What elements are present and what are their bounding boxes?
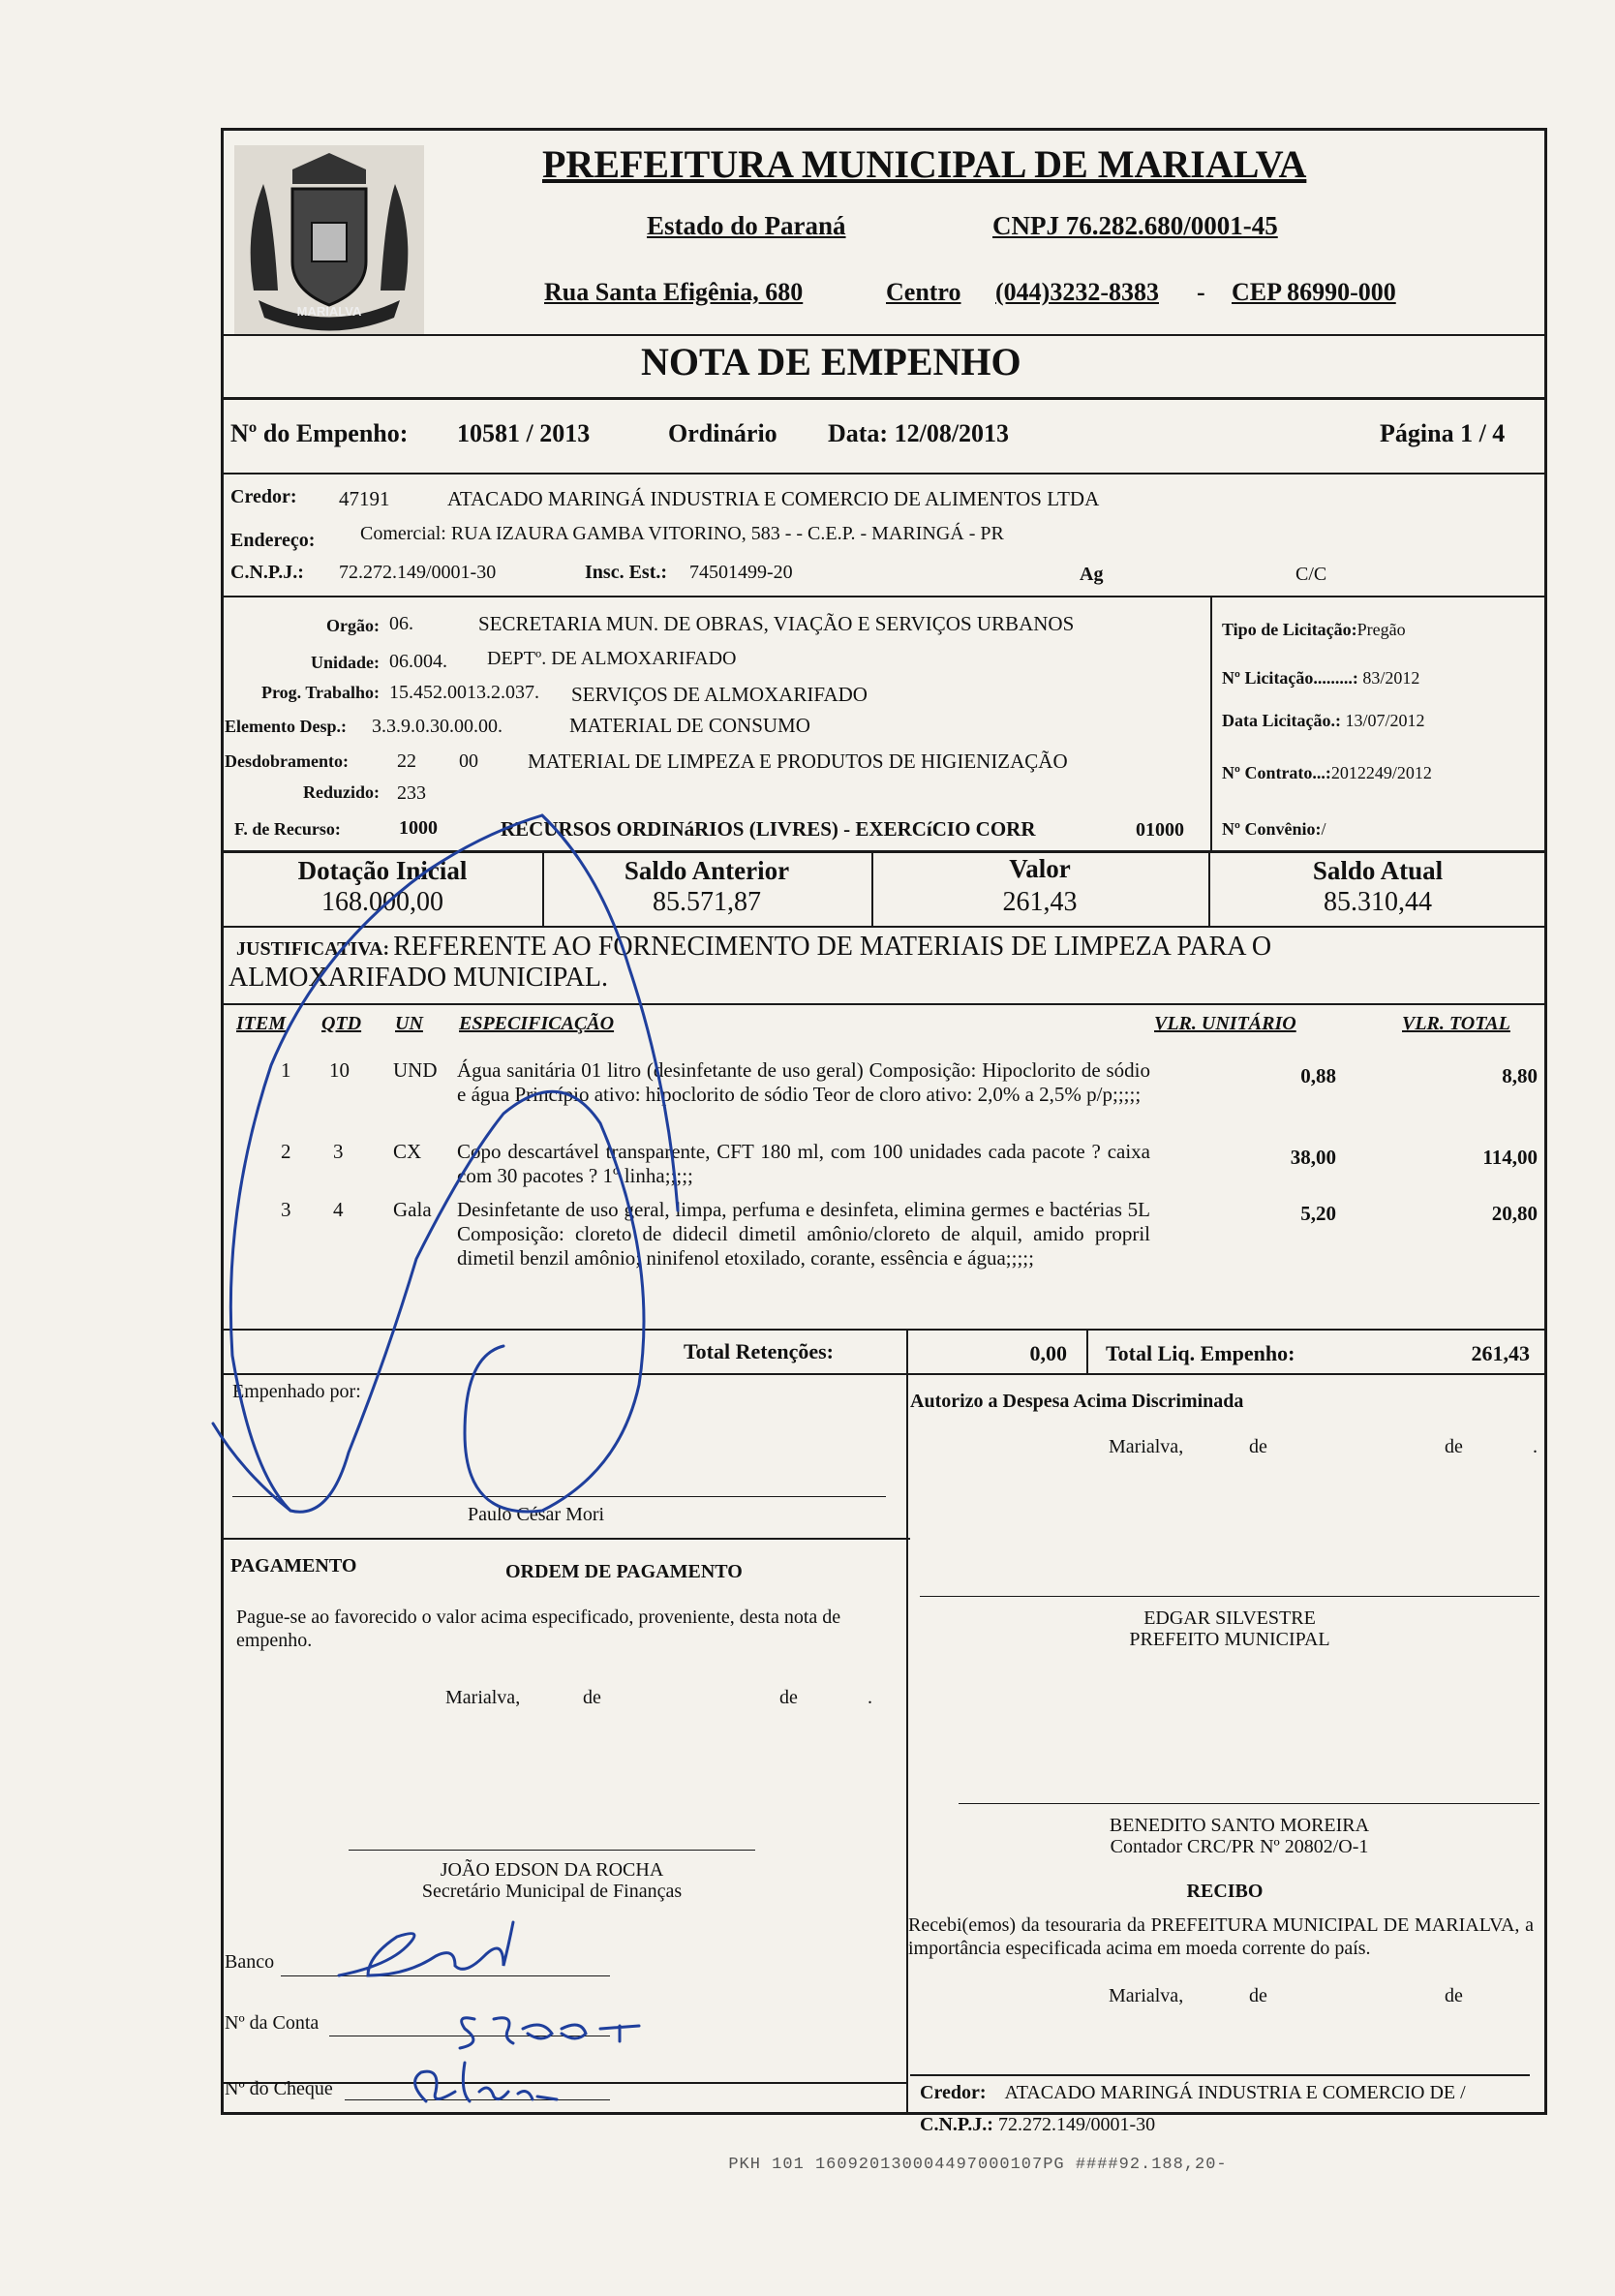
credor-insc: 74501499-20 <box>689 562 793 583</box>
unidade-code: 06.004. <box>389 651 447 672</box>
saldo-anterior-label: Saldo Anterior <box>624 856 790 885</box>
item-total: 114,00 <box>1482 1146 1538 1169</box>
item-unit: CX <box>393 1140 422 1163</box>
item-number: 2 <box>281 1140 291 1163</box>
footer-cnpj-label: C.N.P.J.: <box>920 2114 993 2135</box>
rule <box>1210 597 1212 850</box>
valor-label: Valor <box>1009 854 1071 883</box>
pagamento-label: PAGAMENTO <box>230 1555 357 1577</box>
conta-corrente-label: C/C <box>1295 564 1327 585</box>
reduzido-value: 233 <box>397 782 426 804</box>
desdobramento-code1: 22 <box>397 750 416 772</box>
empenhado-name: Paulo César Mori <box>468 1504 605 1525</box>
secretario-role: Secretário Municipal de Finanças <box>421 1881 683 1902</box>
empenho-label: Nº do Empenho: <box>230 419 409 447</box>
autorizo-city: Marialva, <box>1109 1436 1184 1457</box>
item-spec: Copo descartável transparente, CFT 180 ml, com 100 unidades cada pacote ? caixa com 30 pacotes ? 1º linha;;;;; <box>457 1140 1150 1187</box>
prog-label: Prog. Trabalho: <box>260 683 380 702</box>
col-un: UN <box>395 1013 423 1034</box>
signature-line <box>349 1850 755 1851</box>
prefeito-role: PREFEITO MUNICIPAL <box>1129 1629 1330 1650</box>
credor-label: Credor: <box>230 486 297 507</box>
item-unit-price: 5,20 <box>1300 1202 1336 1225</box>
desdobramento-name: MATERIAL DE LIMPEZA E PRODUTOS DE HIGIENIZAÇÃO <box>528 750 1068 773</box>
liquido-label: Total Liq. Empenho: <box>1106 1341 1295 1365</box>
footer-cnpj-value: 72.272.149/0001-30 <box>997 2114 1156 2135</box>
convenio-value: / <box>1321 819 1326 839</box>
insc-label: Insc. Est.: <box>585 562 668 583</box>
retencoes-value: 0,00 <box>1029 1341 1067 1365</box>
contador-name: BENEDITO SANTO MOREIRA <box>1109 1815 1370 1836</box>
header-district: Centro <box>886 278 961 306</box>
address-label: Endereço: <box>230 530 316 551</box>
cheque-line <box>345 2099 610 2100</box>
item-total: 20,80 <box>1491 1202 1538 1225</box>
autorizo-de2: de <box>1445 1436 1463 1457</box>
empenhado-label: Empenhado por: <box>232 1381 361 1402</box>
prog-name: SERVIÇOS DE ALMOXARIFADO <box>571 683 868 706</box>
ordem-pagamento-label: ORDEM DE PAGAMENTO <box>505 1561 743 1582</box>
rule <box>223 1373 1545 1375</box>
footer-credor-label: Credor: <box>920 2082 987 2103</box>
licitacao-date-value: 13/07/2012 <box>1345 711 1425 730</box>
item-total: 8,80 <box>1502 1064 1538 1087</box>
rule <box>223 1538 910 1540</box>
convenio-label: Nº Convênio: <box>1222 819 1322 839</box>
justificativa-label: JUSTIFICATIVA: <box>236 938 390 960</box>
elemento-code: 3.3.9.0.30.00.00. <box>372 716 503 737</box>
credor-name: ATACADO MARINGÁ INDUSTRIA E COMERCIO DE ALIMENTOS LTDA <box>447 487 1100 510</box>
rule <box>223 1003 1545 1005</box>
signature-line <box>959 1803 1539 1804</box>
col-spec: ESPECIFICAÇÃO <box>459 1013 615 1034</box>
autorizo-label: Autorizo a Despesa Acima Discriminada <box>910 1391 1244 1412</box>
recibo-de1: de <box>1249 1985 1267 2006</box>
desdobramento-label: Desdobramento: <box>225 751 349 771</box>
contrato-label: Nº Contrato...: <box>1222 763 1331 782</box>
item-unit-price: 0,88 <box>1300 1064 1336 1087</box>
col-qtd: QTD <box>321 1013 362 1034</box>
saldo-atual-value: 85.310,44 <box>1324 887 1432 917</box>
header-street: Rua Santa Efigênia, 680 <box>544 278 804 306</box>
rule <box>223 926 1545 928</box>
orgao-code: 06. <box>389 613 413 634</box>
credor-address: Comercial: RUA IZAURA GAMBA VITORINO, 583 - - C.E.P. - MARINGÁ - PR <box>360 523 1004 544</box>
cheque-label: Nº do Cheque <box>225 2078 333 2099</box>
liquido-value: 261,43 <box>1471 1341 1530 1365</box>
header-cep: CEP 86990-000 <box>1232 278 1396 306</box>
footer-credor-name: ATACADO MARINGÁ INDUSTRIA E COMERCIO DE / <box>1004 2082 1466 2103</box>
recibo-text: Recebi(emos) da tesouraria da PREFEITURA MUNICIPAL DE MARIALVA, a importância especificada acima em moeda corrente do país. <box>908 1914 1534 1959</box>
fonte-number: 01000 <box>1136 819 1184 841</box>
rule <box>223 850 1545 853</box>
autorizo-dot: . <box>1533 1436 1538 1457</box>
item-spec: Desinfetante de uso geral, limpa, perfuma e desinfeta, elimina germes e bactérias 5L Composição: cloreto de didecil dimetil amônio/cloreto de alquil, amido propril dimetil benzil amônio; ninifenol etoxilado, corante, essência e água;;;;; <box>457 1198 1150 1270</box>
prog-code: 15.452.0013.2.037. <box>389 682 539 703</box>
agencia-label: Ag <box>1080 564 1104 585</box>
prefeito-name: EDGAR SILVESTRE <box>1143 1607 1316 1629</box>
licitacao-num-label: Nº Licitação.........: <box>1222 668 1358 688</box>
saldo-atual-label: Saldo Atual <box>1312 856 1444 885</box>
col-total-value: VLR. TOTAL <box>1402 1013 1510 1034</box>
unidade-label: Unidade: <box>310 653 380 672</box>
item-unit-price: 38,00 <box>1290 1146 1336 1169</box>
fonte-name: RECURSOS ORDINáRIOS (LIVRES) - EXERCíCIO CORR <box>501 817 1036 841</box>
unidade-name: DEPTº. DE ALMOXARIFADO <box>487 648 737 669</box>
page-title: PREFEITURA MUNICIPAL DE MARIALVA <box>542 142 1307 186</box>
recibo-city: Marialva, <box>1109 1985 1184 2006</box>
conta-label: Nº da Conta <box>225 2012 320 2034</box>
signature-line <box>920 1596 1539 1597</box>
reduzido-label: Reduzido: <box>302 782 380 802</box>
fonte-code: 1000 <box>399 817 438 839</box>
item-unit: UND <box>393 1058 438 1082</box>
orgao-name: SECRETARIA MUN. DE OBRAS, VIAÇÃO E SERVIÇOS URBANOS <box>478 612 1075 635</box>
bank-stamp: PKH 101 160920130004497000107PG ####92.188,20- <box>728 2156 1228 2174</box>
item-number: 3 <box>281 1198 291 1221</box>
pagamento-de2: de <box>779 1687 798 1708</box>
orgao-label: Orgão: <box>326 616 380 635</box>
col-unit-value: VLR. UNITÁRIO <box>1154 1013 1296 1034</box>
item-qtd: 3 <box>333 1140 344 1163</box>
item-qtd: 10 <box>329 1058 350 1082</box>
secretario-name: JOÃO EDSON DA ROCHA <box>440 1859 664 1881</box>
crest-motto: MARIALVA <box>296 304 362 319</box>
item-number: 1 <box>281 1058 291 1082</box>
rule <box>223 596 1545 597</box>
credor-code: 47191 <box>339 487 390 510</box>
valor-value: 261,43 <box>1002 887 1078 917</box>
fonte-label: F. de Recurso: <box>234 819 341 839</box>
item-qtd: 4 <box>333 1198 344 1221</box>
retencoes-label: Total Retenções: <box>684 1339 834 1363</box>
saldo-anterior-value: 85.571,87 <box>653 887 761 917</box>
pagamento-text: Pague-se ao favorecido o valor acima especificado, proveniente, desta nota de empenho. <box>236 1607 841 1651</box>
pagamento-de1: de <box>583 1687 601 1708</box>
rule <box>906 1331 908 2115</box>
header-cnpj: CNPJ 76.282.680/0001-45 <box>992 211 1278 240</box>
rule <box>223 334 1545 336</box>
credor-cnpj: 72.272.149/0001-30 <box>339 562 497 583</box>
rule <box>1086 1331 1088 1373</box>
cnpj-label: C.N.P.J.: <box>230 562 304 583</box>
banco-label: Banco <box>225 1951 275 1973</box>
pagamento-dot: . <box>868 1687 872 1708</box>
rule <box>223 397 1545 400</box>
empenho-number: 10581 / 2013 <box>457 419 591 447</box>
justificativa-line2: ALMOXARIFADO MUNICIPAL. <box>229 963 609 993</box>
autorizo-de1: de <box>1249 1436 1267 1457</box>
col-item: ITEM <box>236 1013 287 1034</box>
recibo-de2: de <box>1445 1985 1463 2006</box>
elemento-label: Elemento Desp.: <box>225 717 347 736</box>
item-unit: Gala <box>393 1198 432 1221</box>
tipo-licitacao-value: Pregão <box>1356 620 1406 639</box>
empenho-date: Data: 12/08/2013 <box>828 419 1010 447</box>
pagamento-city: Marialva, <box>445 1687 521 1708</box>
header-dash: - <box>1197 278 1205 306</box>
tipo-licitacao-label: Tipo de Licitação: <box>1222 620 1357 639</box>
justificativa-line1: REFERENTE AO FORNECIMENTO DE MATERIAIS DE LIMPEZA PARA O <box>393 932 1272 962</box>
rule <box>910 2074 1530 2076</box>
empenho-type: Ordinário <box>668 419 777 447</box>
licitacao-date-label: Data Licitação.: <box>1222 711 1341 730</box>
licitacao-num-value: 83/2012 <box>1362 668 1420 688</box>
signature-line <box>232 1496 886 1497</box>
contrato-value: 2012249/2012 <box>1330 763 1432 782</box>
elemento-name: MATERIAL DE CONSUMO <box>569 714 810 737</box>
dotacao-value: 168.000,00 <box>321 887 443 917</box>
contador-role: Contador CRC/PR Nº 20802/O-1 <box>1110 1836 1369 1857</box>
coat-of-arms-icon <box>234 145 424 334</box>
desdobramento-code2: 00 <box>459 750 478 772</box>
document-title: NOTA DE EMPENHO <box>641 340 1021 383</box>
rule <box>223 473 1545 475</box>
page-number: Página 1 / 4 <box>1380 419 1506 447</box>
header-state: Estado do Paraná <box>647 211 846 240</box>
dotacao-label: Dotação Inicial <box>297 856 468 885</box>
rule <box>223 1329 1545 1331</box>
banco-line <box>281 1975 610 1976</box>
recibo-title: RECIBO <box>1186 1881 1264 1902</box>
header-phone: (044)3232-8383 <box>995 278 1159 306</box>
item-spec: Água sanitária 01 litro (desinfetante de uso geral) Composição: Hipoclorito de sódio e água Princípio ativo: hipoclorito de sódio Teor de cloro ativo: 2,0% a 2,5% p/p;;;;; <box>457 1058 1150 1106</box>
